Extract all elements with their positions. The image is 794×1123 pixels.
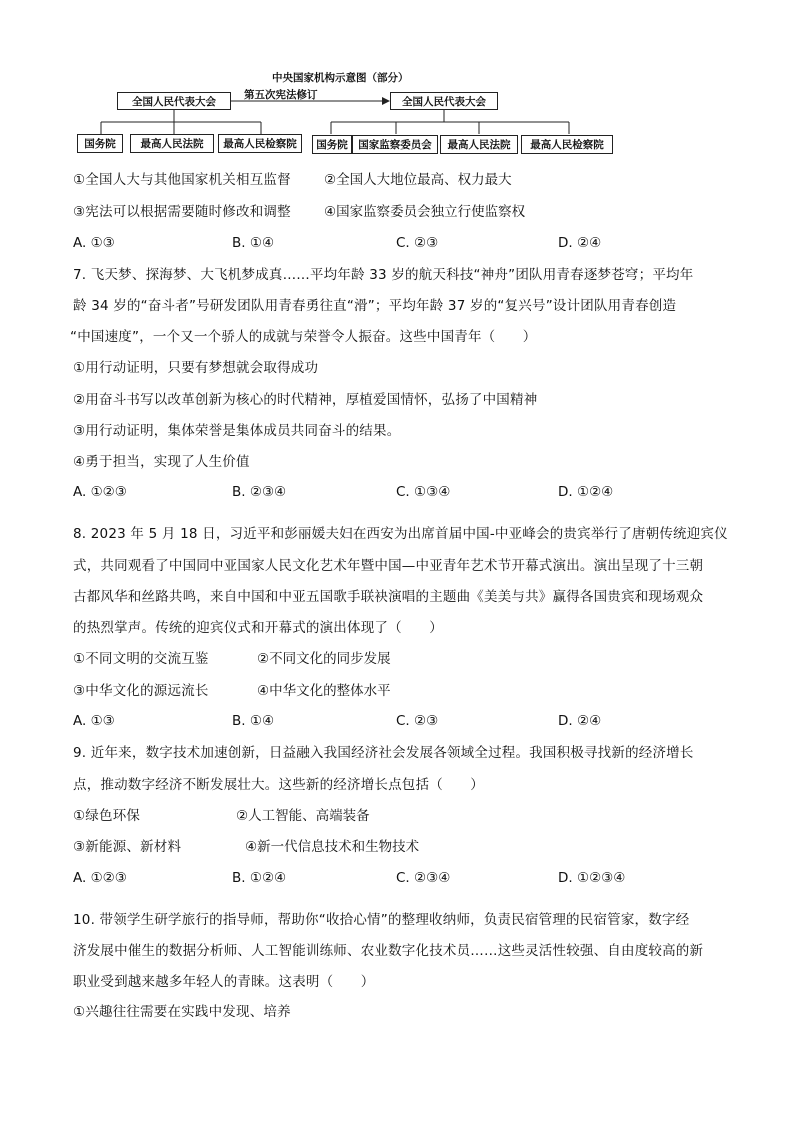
q6-statement-1: ①全国人大与其他国家机关相互监督 [73, 172, 291, 188]
state-organs-diagram [0, 0, 794, 160]
q9-statement-4: ④新一代信息技术和生物技术 [245, 839, 420, 855]
q7-option-b[interactable]: B. ②③④ [232, 484, 287, 500]
q7-statement-2: ②用奋斗书写以改革创新为核心的时代精神，厚植爱国情怀，弘扬了中国精神 [73, 392, 538, 408]
q8-stem-line-1: 8. 2023 年 5 月 18 日，习近平和彭丽媛夫妇在西安为出席首届中国-中亚峰会的贵宾举行了唐朝传统迎宾仪 [73, 526, 728, 542]
q7-stem-line-2: 龄 34 岁的“奋斗者”号研发团队用青春勇往直“滑”；平均年龄 37 岁的“复兴号”设计团队用青春创造 [73, 298, 677, 314]
q8-statement-1: ①不同文明的交流互鉴 [73, 651, 209, 667]
q9-option-c[interactable]: C. ②③④ [396, 870, 451, 886]
q8-statement-2: ②不同文化的同步发展 [257, 651, 391, 667]
q6-statement-3: ③宪法可以根据需要随时修改和调整 [73, 204, 291, 220]
q8-statement-3: ③中华文化的源远流长 [73, 683, 209, 699]
right-npc-box: 全国人民代表大会 [390, 92, 498, 110]
q9-statement-2: ②人工智能、高端装备 [236, 808, 370, 824]
q7-option-d[interactable]: D. ①②④ [558, 484, 614, 500]
right-state-council-box: 国务院 [312, 135, 352, 154]
q7-statement-3: ③用行动证明，集体荣誉是集体成员共同奋斗的结果。 [73, 423, 401, 439]
left-npc-box: 全国人民代表大会 [117, 92, 231, 110]
q7-option-a[interactable]: A. ①②③ [73, 484, 127, 500]
q8-option-b[interactable]: B. ①④ [232, 713, 275, 729]
q9-stem-line-2: 点，推动数字经济不断发展壮大。这些新的经济增长点包括（ ） [73, 777, 484, 793]
left-state-council-box: 国务院 [77, 134, 123, 153]
q7-statement-1: ①用行动证明，只要有梦想就会取得成功 [73, 360, 319, 376]
q6-option-a[interactable]: A. ①③ [73, 235, 115, 251]
q8-stem-line-2: 式，共同观看了中国同中亚国家人民文化艺术年暨中国—中亚青年艺术节开幕式演出。演出呈现了十三朝 [73, 558, 704, 574]
q7-stem-line-3: “中国速度”，一个又一个骄人的成就与荣誉令人振奋。这些中国青年（ ） [70, 329, 537, 345]
q8-option-c[interactable]: C. ②③ [396, 713, 439, 729]
q6-option-d[interactable]: D. ②④ [558, 235, 602, 251]
q7-statement-4: ④勇于担当，实现了人生价值 [73, 454, 250, 470]
right-supreme-court-box: 最高人民法院 [440, 135, 518, 154]
q9-stem-line-1: 9. 近年来，数字技术加速创新，日益融入我国经济社会发展各领域全过程。我国积极寻找新的经济增长 [73, 745, 694, 761]
q10-statement-1: ①兴趣往往需要在实践中发现、培养 [73, 1004, 291, 1020]
q8-statement-4: ④中华文化的整体水平 [257, 683, 391, 699]
q9-statement-3: ③新能源、新材料 [73, 839, 182, 855]
q6-statement-2: ②全国人大地位最高、权力最大 [324, 172, 512, 188]
q7-stem-line-1: 7. 飞天梦、探海梦、大飞机梦成真……平均年龄 33 岁的航天科技“神舟”团队用青春逐梦苍穹；平均年 [73, 267, 694, 283]
diagram-title: 中央国家机构示意图（部分） [272, 72, 409, 84]
q9-option-a[interactable]: A. ①②③ [73, 870, 127, 886]
q9-option-b[interactable]: B. ①②④ [232, 870, 287, 886]
q6-statement-4: ④国家监察委员会独立行使监察权 [324, 204, 526, 220]
right-procuratorate-box: 最高人民检察院 [521, 135, 613, 154]
q8-option-a[interactable]: A. ①③ [73, 713, 115, 729]
q7-option-c[interactable]: C. ①③④ [396, 484, 451, 500]
right-supervisory-commission-box: 国家监察委员会 [352, 135, 438, 154]
q9-option-d[interactable]: D. ①②③④ [558, 870, 626, 886]
left-supreme-court-box: 最高人民法院 [130, 134, 214, 153]
left-procuratorate-box: 最高人民检察院 [218, 134, 302, 153]
q10-stem-line-3: 职业受到越来越多年轻人的青睐。这表明（ ） [73, 974, 375, 990]
q10-stem-line-1: 10. 带领学生研学旅行的指导师，帮助你“收拾心情”的整理收纳师，负责民宿管理的民宿管家，数字经 [73, 912, 690, 928]
arrow-label: 第五次宪法修订 [244, 89, 318, 101]
q6-option-b[interactable]: B. ①④ [232, 235, 275, 251]
q8-stem-line-3: 古都风华和丝路共鸣，来自中国和中亚五国歌手联袂演唱的主题曲《美美与共》赢得各国贵宾和现场观众 [73, 589, 704, 605]
q10-stem-line-2: 济发展中催生的数据分析师、人工智能训练师、农业数字化技术员……这些灵活性较强、自由度较高的新 [73, 943, 704, 959]
q8-stem-line-4: 的热烈掌声。传统的迎宾仪式和开幕式的演出体现了（ ） [73, 620, 443, 636]
q9-statement-1: ①绿色环保 [73, 808, 141, 824]
q6-option-c[interactable]: C. ②③ [396, 235, 439, 251]
q8-option-d[interactable]: D. ②④ [558, 713, 602, 729]
